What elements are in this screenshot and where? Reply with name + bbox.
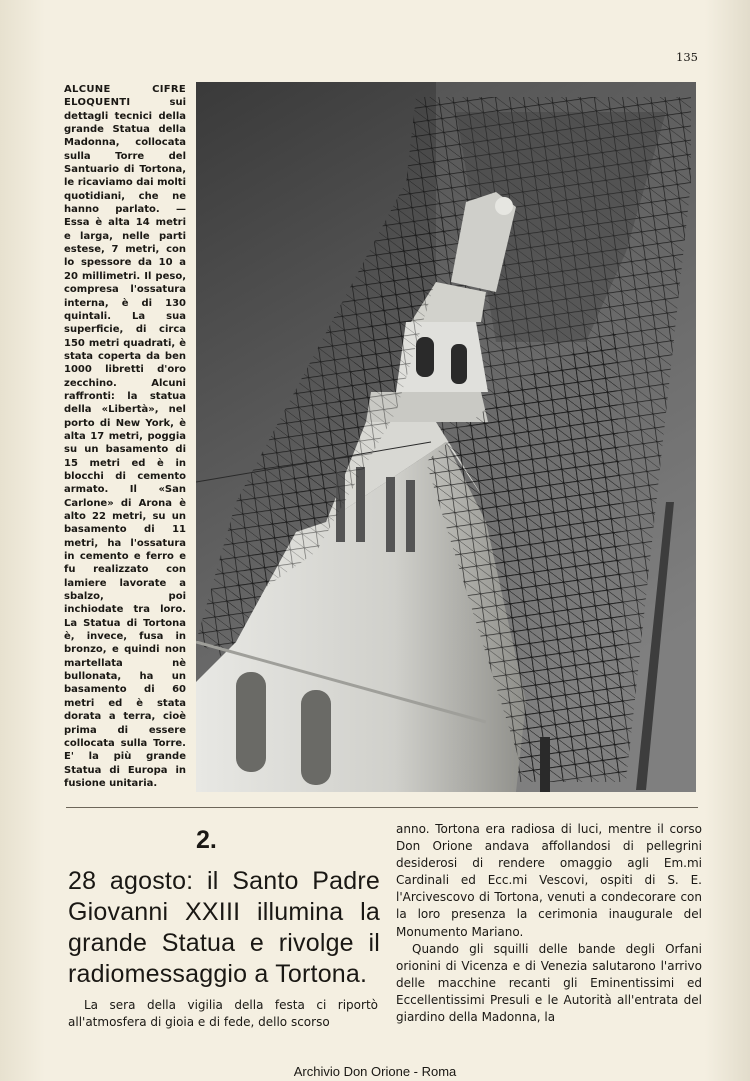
- sidebar-note: [64, 83, 186, 790]
- page-number: 135: [676, 50, 698, 64]
- article-paragraph: Quando gli squilli delle bande degli Orfani orionini di Vicenza e di Venezia salutarono l'arrivo delle macchine recanti gli Eminentissimi ed Eccellentissimi Presuli e le Autorità all'entrata del giardino della Madonna, la: [396, 941, 702, 1025]
- sidebar-text: sui dettagli tecnici della grande Statua della Madonna, collocata sulla Torre del Santuario di Tortona, le ricaviamo dai molti quotidiani, che ne hanno parlato. — Essa è alta 14 metri e larga, nelle parti estese, 7 metri, con lo spessore da 10 a 20 millimetri. Il peso, compresa l'ossatura interna, è di 130 quintali. La sua superficie, di circa 150 metri quadrati, è stata coperta da ben 1000 libretti d'oro zecchino. Alcuni raffronti: la statua della «Libertà», nel porto di New York, è alta 17 metri, poggia su un basamento di 15 metri ed è in blocchi di cemento armato. Il «San Carlone» di Arona è alto 22 metri, su un basamento di 11 metri, ha l'ossatura in cemento e ferro e fu realizzato con lamiere lavorate a sbalzo, poi inchiodate tra loro. La Statua di Tortona è, invece, fusa in bronzo, e quindi non martellata nè bullonata, ha un basamento di 60 metri ed è stata dorata a terra, cioè prima di essere collocata sulla Torre. E' la più grande Statua di Europa in fusione unitaria.: [64, 97, 186, 789]
- article-headline: 28 agosto: il Santo Padre Giovanni XXIII illumina la grande Statua e rivolge il radiomessaggio a Tortona.: [68, 867, 380, 988]
- section-number: 2.: [196, 826, 217, 854]
- sidebar-lead: ALCUNE CIFRE ELOQUENTI: [64, 84, 186, 109]
- article-body-left: La sera della vigilia della festa ci riportò all'atmosfera di gioia e di fede, dello scorso: [68, 998, 378, 1029]
- article-paragraph: anno. Tortona era radiosa di luci, mentre il corso Don Orione andava affollandosi di pellegrini desiderosi di rendere omaggio agli Em.mi Cardinali ed Ecc.mi Vescovi, ospiti di S. E. l'Arcivescovo di Tortona, venuti a condecorare con la loro presenza la cerimonia inaugurale del Monumento Mariano.: [396, 822, 702, 939]
- tower-scaffolding-photo: [196, 82, 696, 792]
- article-body-right: [396, 821, 702, 1026]
- section-divider: [66, 807, 698, 808]
- archive-watermark: Archivio Don Orione - Roma: [293, 1064, 457, 1079]
- photo-illustration: [196, 82, 696, 792]
